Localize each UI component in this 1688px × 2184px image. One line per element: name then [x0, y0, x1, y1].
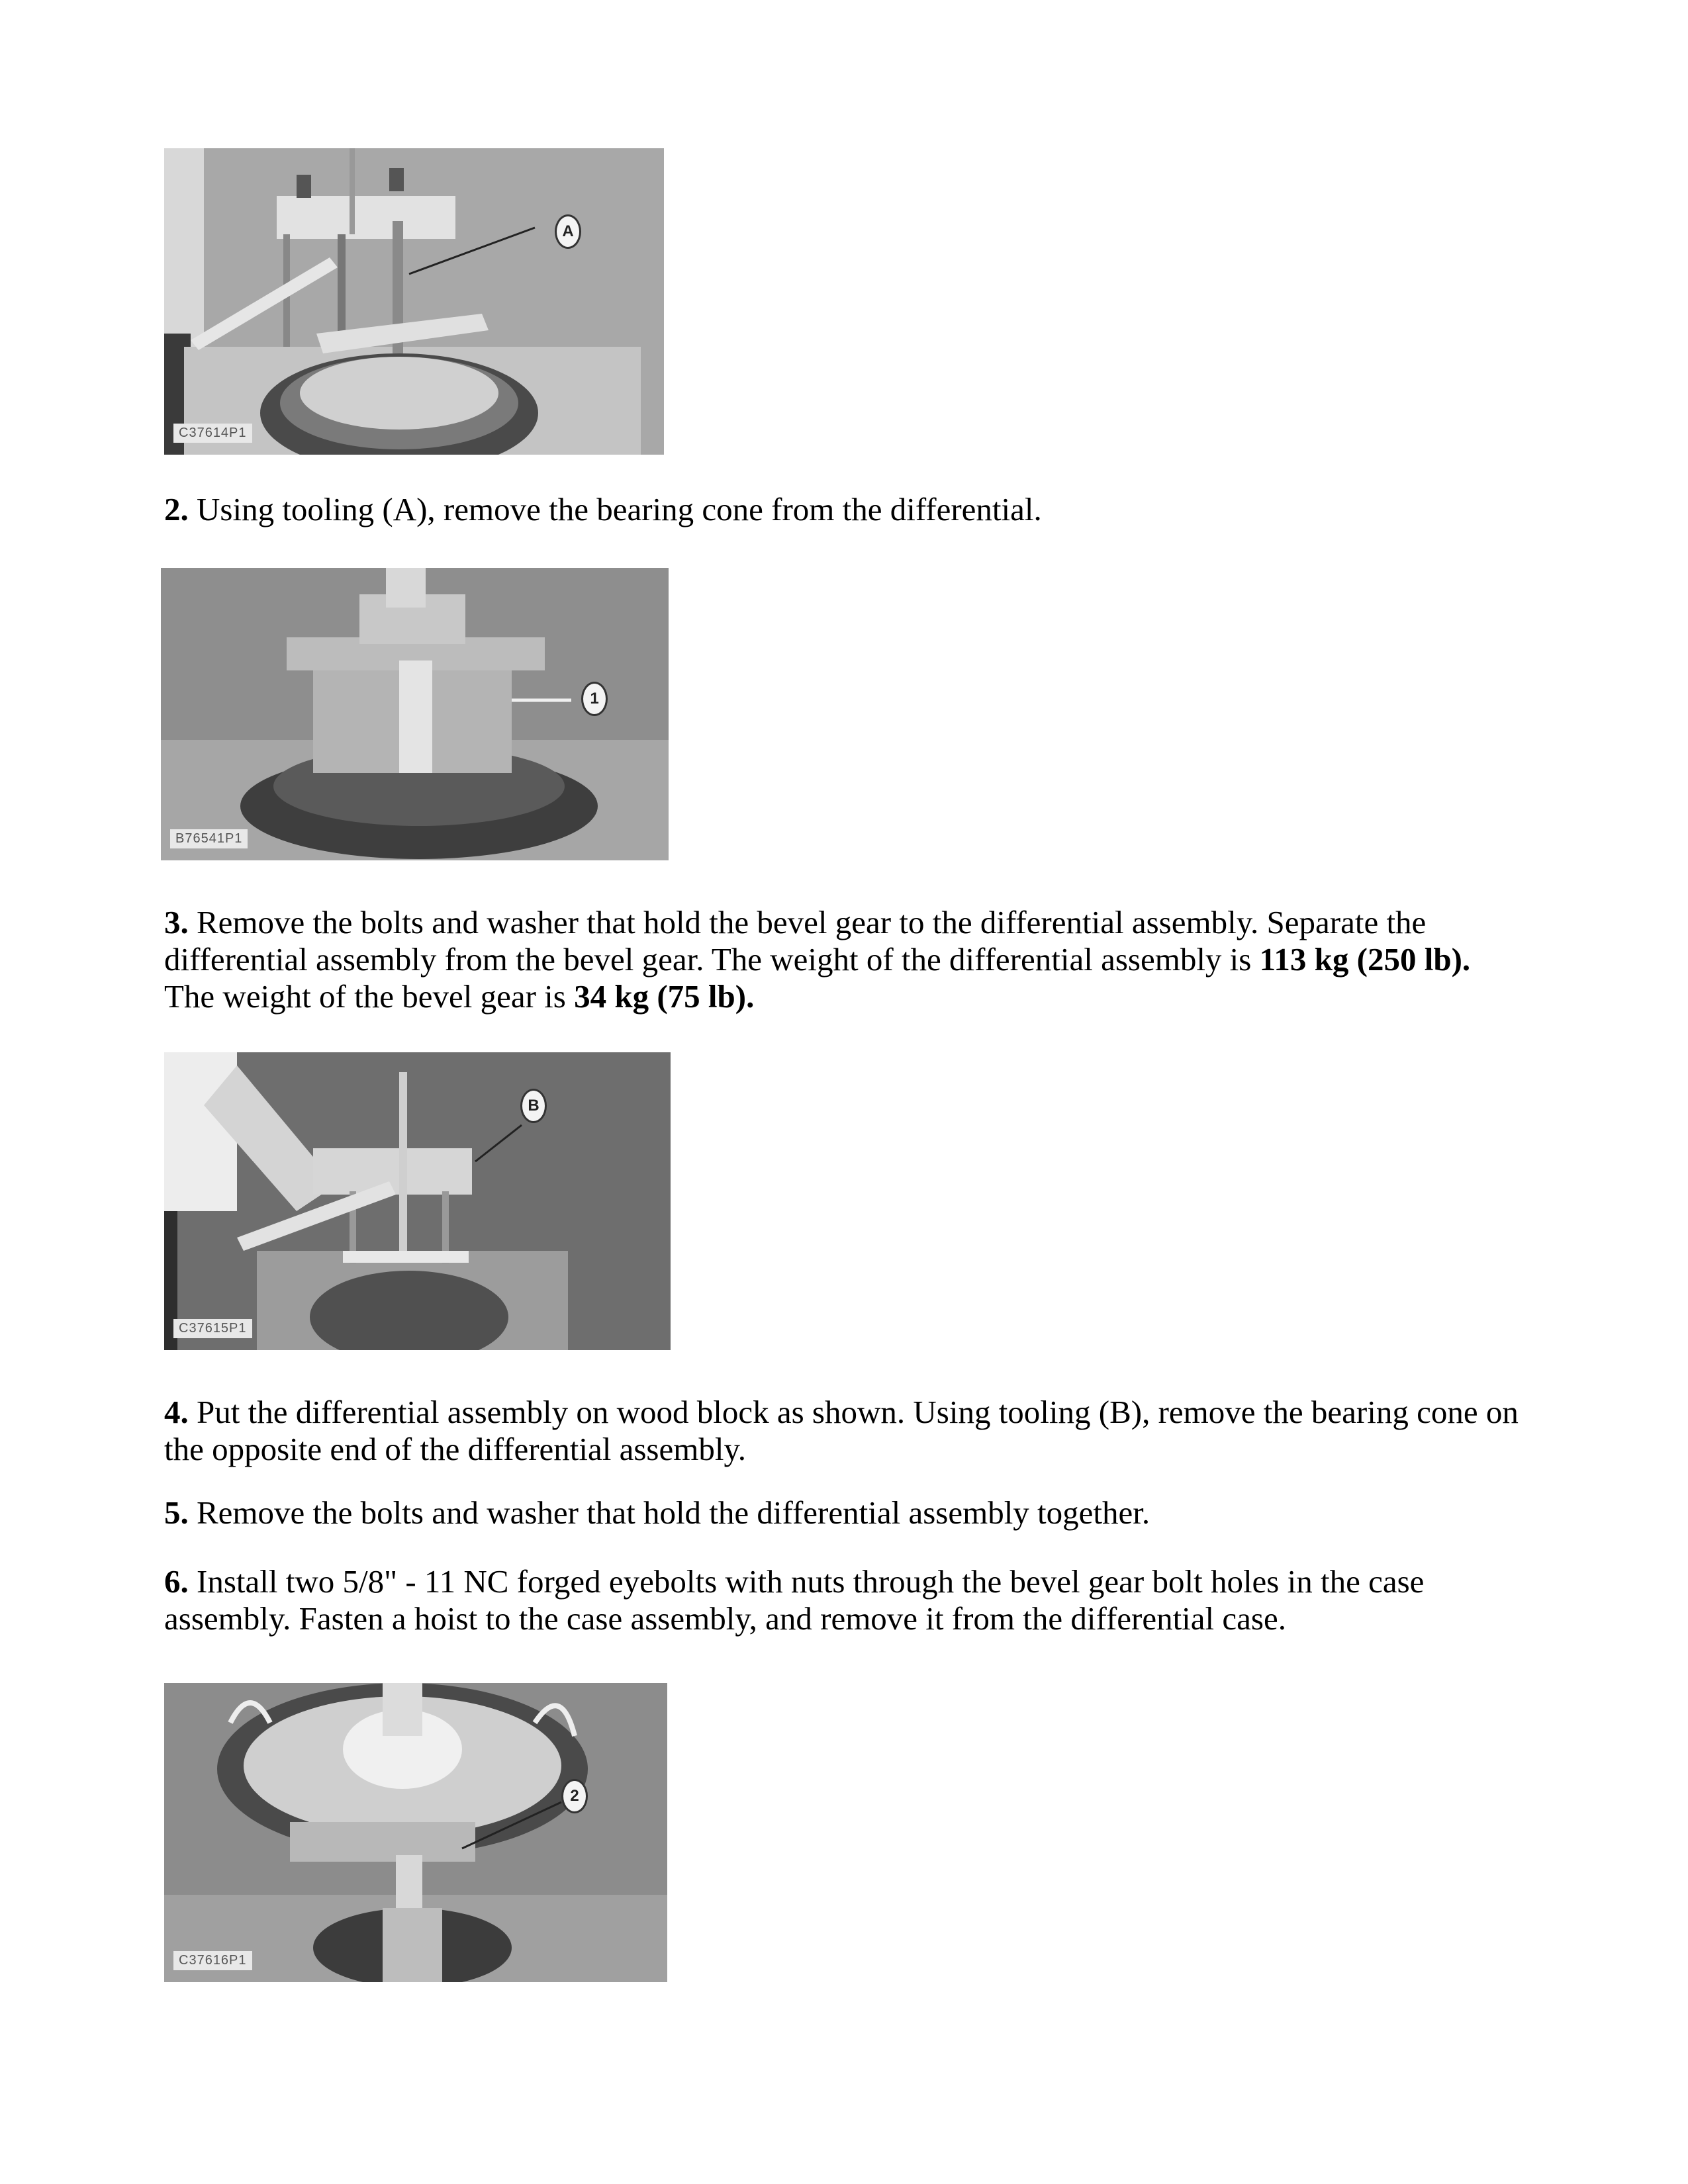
step-3 — [164, 904, 1528, 1015]
step-number: 6. — [164, 1563, 189, 1600]
step-text: Install two 5/8" - 11 NC forged eyebolts with nuts through the bevel gear bolt holes in the case assembly. Fasten a hoist to the case assembly, and remove it from the differential case. — [164, 1563, 1425, 1637]
callout-b: B — [520, 1089, 547, 1123]
step-2 — [164, 491, 1528, 528]
bevel-gear-weight: 34 kg (75 lb). — [574, 978, 755, 1015]
callout-2: 2 — [561, 1779, 588, 1813]
step-text: Remove the bolts and washer that hold the differential assembly together. — [188, 1494, 1150, 1531]
step-number: 4. — [164, 1394, 189, 1430]
figure-label: C37614P1 — [173, 424, 252, 443]
figure-differential-on-bevel-gear — [161, 568, 669, 860]
figure-label: B76541P1 — [170, 829, 248, 848]
figure-case-hoisted — [164, 1683, 667, 1982]
step-text-cont: The weight of the bevel gear is — [164, 978, 575, 1015]
step-number: 3. — [164, 904, 189, 940]
figure-label: C37616P1 — [173, 1951, 252, 1970]
step-4 — [164, 1394, 1528, 1468]
step-number: 2. — [164, 491, 189, 527]
figure-bearing-puller-a — [164, 148, 664, 455]
figure-label: C37615P1 — [173, 1319, 252, 1338]
step-text: Put the differential assembly on wood block as shown. Using tooling (B), remove the bearing cone on the opposite end of the differential assembly. — [164, 1394, 1519, 1467]
step-number: 5. — [164, 1494, 189, 1531]
step-text: Remove the bolts and washer that hold the bevel gear to the differential assembly. Separate the differential assembly from the bevel gear. The weight of the differential assembly is — [164, 904, 1427, 978]
photo-puller-on-bevel-gear — [164, 148, 664, 455]
figure-bearing-puller-b — [164, 1052, 671, 1350]
photo-puller-on-wood-block — [164, 1052, 671, 1350]
step-5 — [164, 1494, 1528, 1531]
step-6 — [164, 1563, 1528, 1637]
callout-1: 1 — [581, 682, 608, 716]
differential-weight: 113 kg (250 lb). — [1259, 941, 1471, 978]
photo-case-assembly-removal — [164, 1683, 667, 1982]
step-text: Using tooling (A), remove the bearing cone from the differential. — [188, 491, 1042, 527]
callout-a: A — [555, 214, 581, 249]
